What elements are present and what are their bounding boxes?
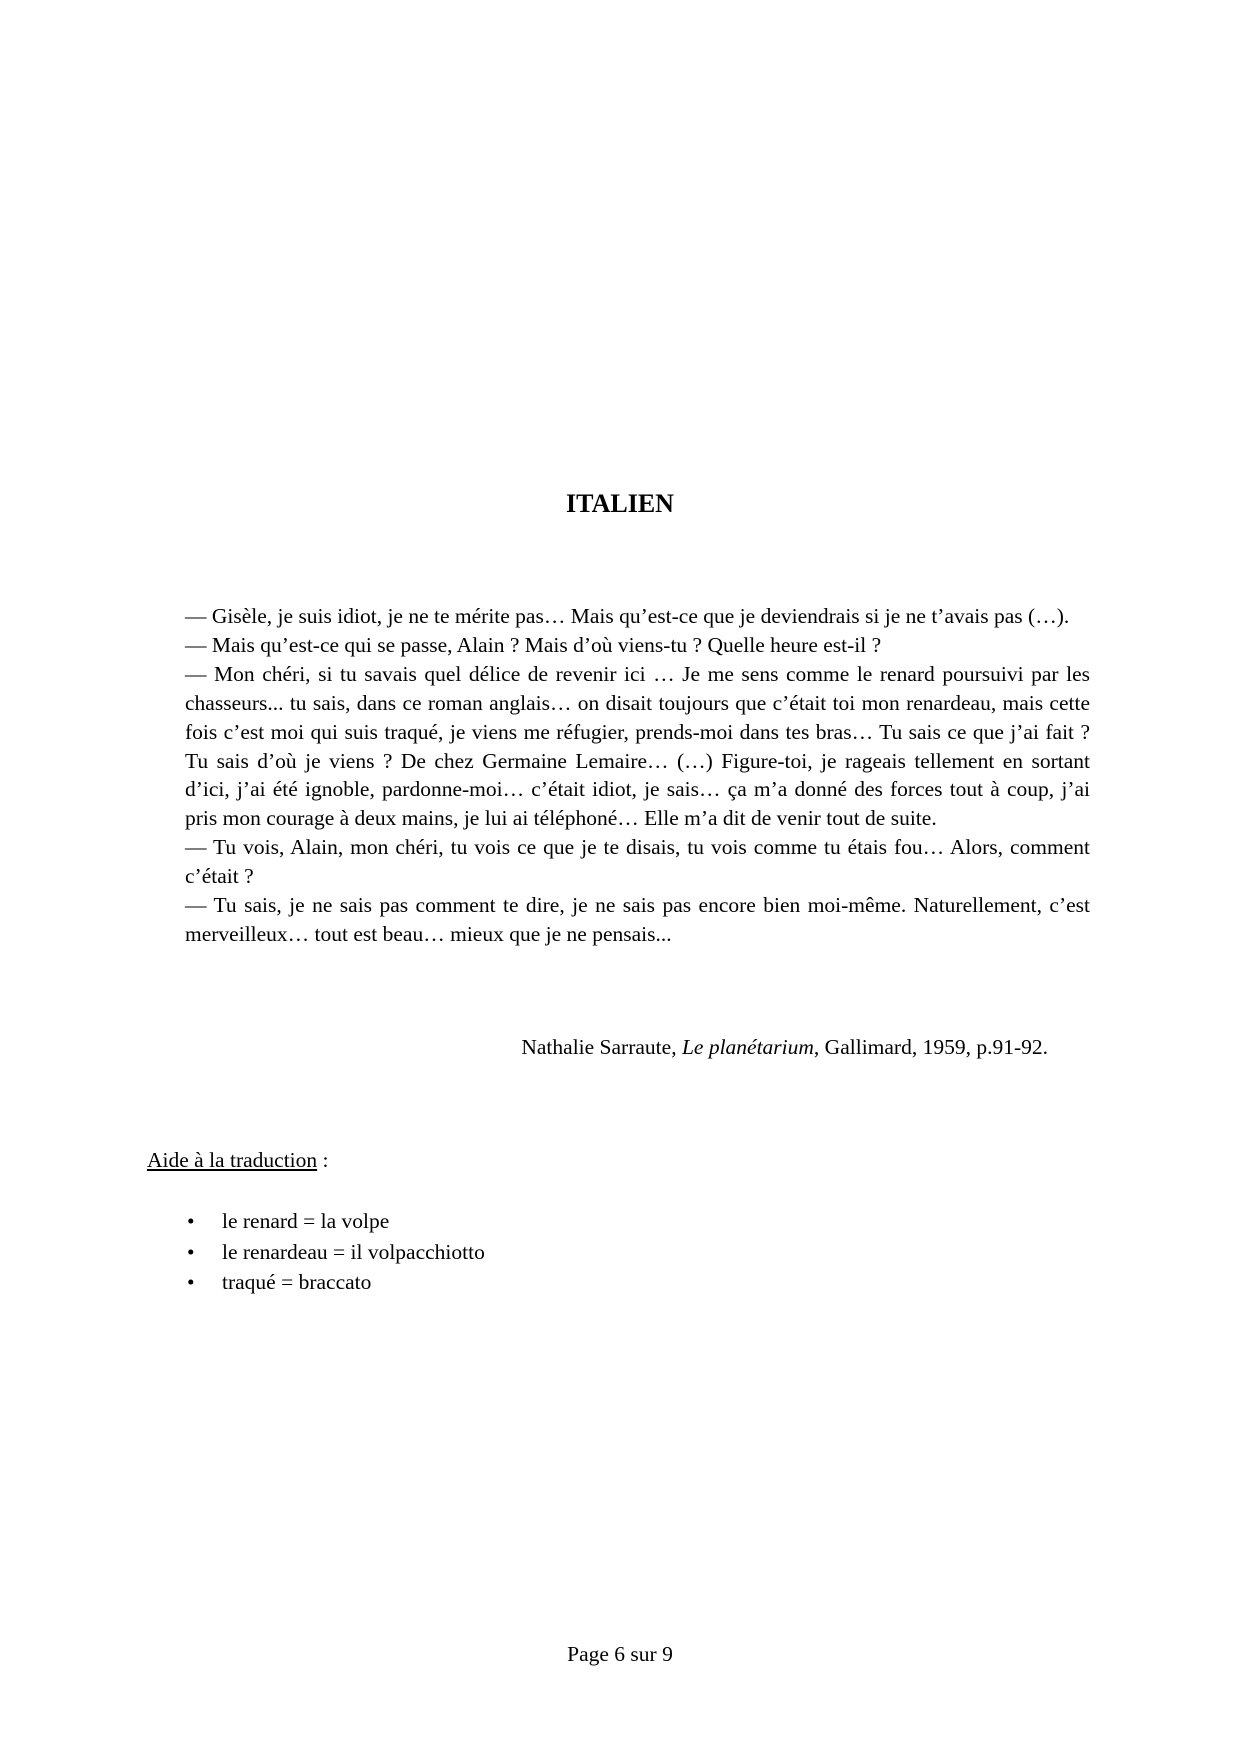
dialogue-line: — Mon chéri, si tu savais quel délice de revenir ici … Je me sens comme le renard poursuivi par les chasseurs... tu sais, dans ce roman anglais… on disait toujours que c’était toi mon renardeau, mais cette fois c’est moi qui suis traqué, je viens me réfugier, prends-moi dans tes bras… Tu sais ce que j’ai fait ? Tu sais d’où je viens ? De chez Germaine Lemaire… (…) Figure-toi, je rageais tellement en sortant d’ici, j’ai été ignoble, pardonne-moi… c’était idiot, je sais… ça m’a donné des forces tout à coup, j’ai pris mon courage à deux mains, je lui ai téléphoné… Elle m’a dit de venir tout de suite. xyxy=(185,661,1090,831)
page-number: Page 6 sur 9 xyxy=(567,1642,673,1666)
dialogue-line: — Tu vois, Alain, mon chéri, tu vois ce que je te disais, tu vois comme tu étais fou… Alors, comment c’était ? xyxy=(185,835,1090,889)
glossary-entry: le renard = la volpe xyxy=(222,1209,390,1233)
translation-aid-heading xyxy=(147,1146,329,1174)
dialogue-line: — Mais qu’est-ce qui se passe, Alain ? Mais d’où viens-tu ? Quelle heure est-il ? xyxy=(185,632,882,657)
glossary-entry: traqué = braccato xyxy=(222,1270,372,1294)
bullet-icon: • xyxy=(187,1270,195,1294)
source-work-title: Le planétarium xyxy=(681,1035,814,1059)
glossary-item xyxy=(147,1267,485,1298)
dialogue-line: — Tu sais, je ne sais pas comment te dire, je ne sais pas encore bien moi-même. Naturellement, c’est merveilleux… tout est beau… mieux que je ne pensais... xyxy=(185,893,1090,946)
source-citation xyxy=(521,1033,1048,1061)
glossary-list xyxy=(147,1206,485,1298)
bullet-icon: • xyxy=(187,1209,195,1233)
translation-aid-colon: : xyxy=(317,1148,329,1172)
source-details: , Gallimard, 1959, p.91-92. xyxy=(813,1035,1048,1059)
excerpt-passage xyxy=(185,602,1090,949)
glossary-item xyxy=(147,1237,485,1268)
translation-aid-label: Aide à la traduction xyxy=(147,1148,318,1172)
source-author: Nathalie Sarraute, xyxy=(521,1035,682,1059)
dialogue-line: — Gisèle, je suis idiot, je ne te mérite pas… Mais qu’est-ce que je deviendrais si je ne t’avais pas (…). xyxy=(185,604,1070,628)
glossary-item xyxy=(147,1206,485,1237)
page-title: ITALIEN xyxy=(566,489,674,518)
glossary-entry: le renardeau = il volpacchiotto xyxy=(222,1239,485,1264)
bullet-icon: • xyxy=(187,1239,195,1264)
